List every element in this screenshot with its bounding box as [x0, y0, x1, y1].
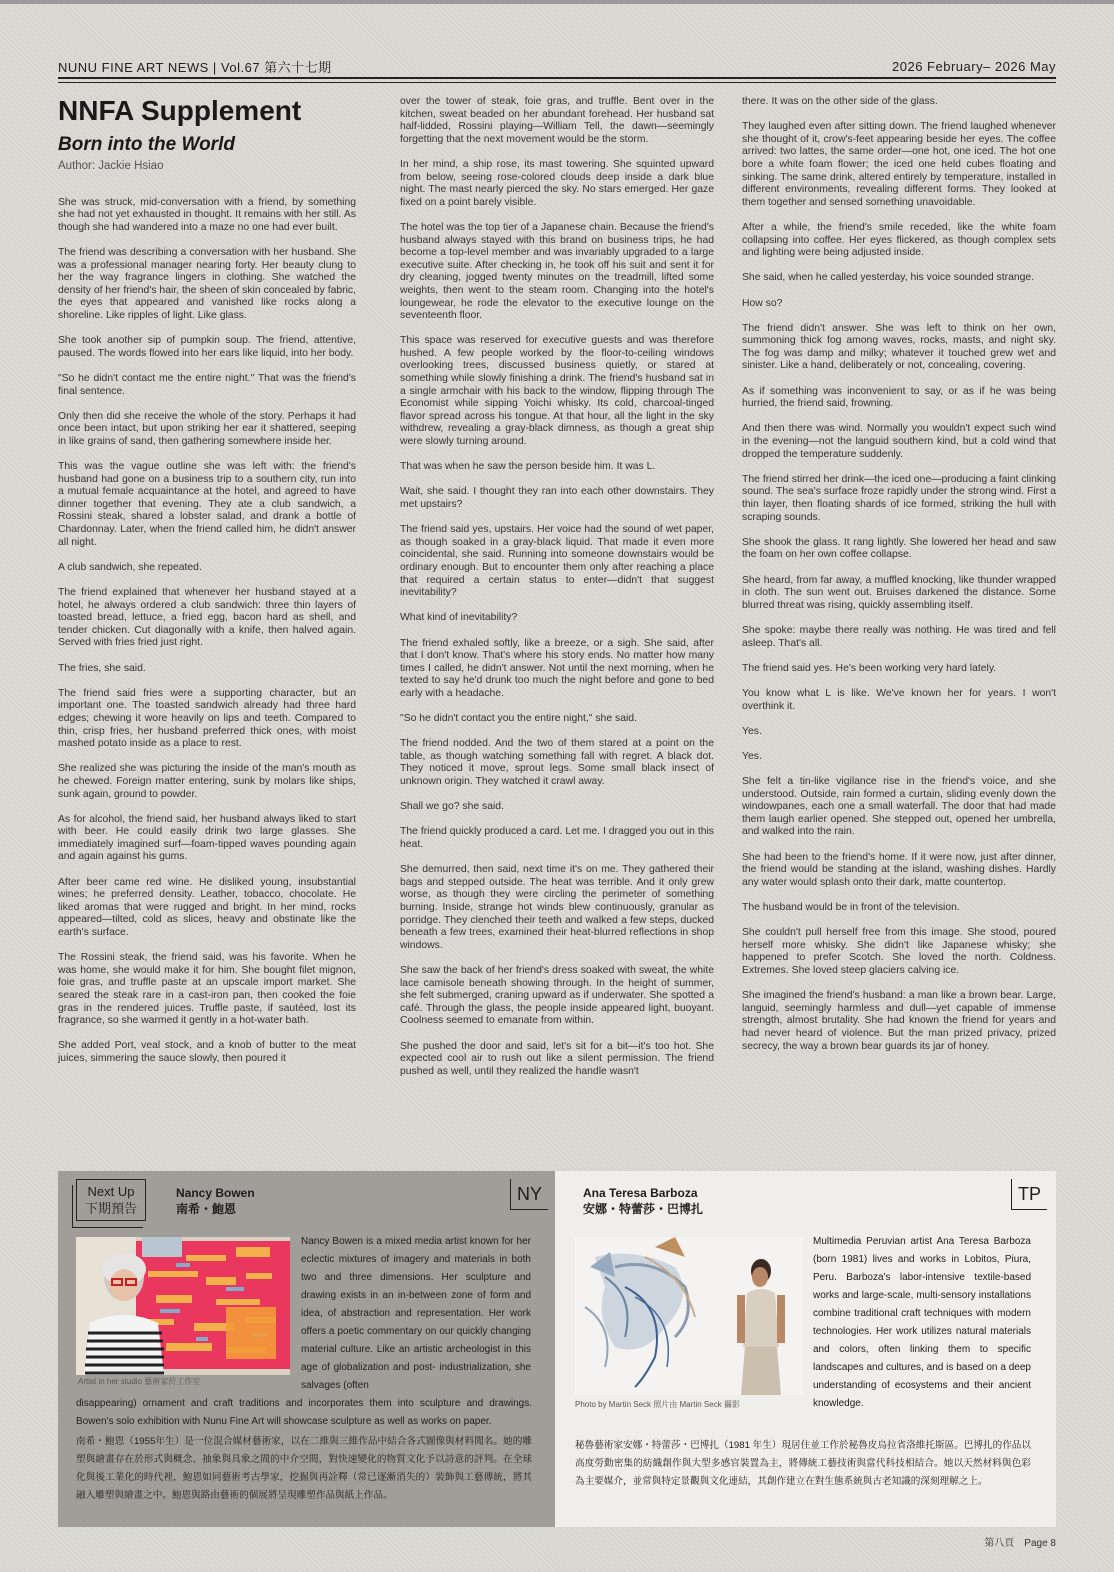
article-paragraph: After beer came red wine. He disliked young, insubstantial wines; he preferred density. Leather, tobacco, chocolate. He liked aromas that were rugged and bright. In her mind, rocks appeared—tilted, cold as slices, heavy and obstinate like the earth's surface. — [58, 876, 356, 939]
artist-panel-tp — [555, 1171, 1056, 1527]
artist-name-ny — [176, 1185, 255, 1217]
article-paragraph: The hotel was the top tier of a Japanese chain. Because the friend's husband always stayed with this brand on business trips, he had become a top-level member and was invariably upgraded to a large executive suite. After checking in, he took off his suit and sent it for dry cleaning, jogged twenty minutes on the treadmill, lifted some weights, then went to the steam room. Changing into the hotel's loungewear, he rode the elevator to the executive lounge on the seventeenth floor. — [400, 221, 714, 322]
article-paragraph: The friend exhaled softly, like a breeze, or a sigh. She said, after that I don't know. That's where his story ends. No matter how many times I called, he didn't answer. Not until the next morning, when he texted to say he'd drunk too much the night before and gone to bed early with a headache. — [400, 637, 714, 699]
issue-label: NUNU FINE ART NEWS | Vol.67 第六十七期 — [58, 59, 332, 75]
artist-name-tp-zh: 安娜・特蕾莎・巴博扎 — [583, 1202, 704, 1216]
article-paragraph: The friend didn't answer. She was left to think on her own, summoning thick fog among waves, rocks, masts, and night sky. The fog was damp and milky; whatever it touched grew wet and sinister. Like a hand, deliberately or not, concealing, covering. — [742, 322, 1056, 372]
artist-bio-ny-en: Nancy Bowen is a mixed media artist known for her eclectic mixtures of imagery and materials in both two and three dimensions. Her sculpture and drawing exists in an in-between zone of form and idea, of abstraction and representation. Her work offers a poetic commentary on our quickly changing material culture. Like an artistic archeologist in this age of globalization and post- industrialization, she salvages (often — [301, 1236, 531, 1391]
article-paragraph: After a while, the friend's smile receded, like the white foam collapsing into coffee. Her eyes flickered, as though complex sets and lighting were being adjusted inside. — [742, 221, 1056, 259]
article-paragraph: As if something was inconvenient to say, or as if he was being hurried, the friend said, frowning. — [742, 385, 1056, 410]
article-paragraph: "So he didn't contact me the entire night." That was the friend's final sentence. — [58, 372, 356, 397]
artist-name-tp — [583, 1185, 703, 1217]
article-paragraph: The fries, she said. — [58, 662, 146, 674]
article-paragraph: She took another sip of pumpkin soup. The friend, attentive, paused. The words flowed into her ears like liquid, into her body. — [58, 335, 356, 359]
masthead — [58, 54, 1056, 78]
page-number: 第八頁 Page 8 — [984, 1538, 1056, 1549]
next-up-label-en: Next Up — [87, 1184, 135, 1199]
article-paragraph: Yes. — [742, 750, 762, 762]
article-paragraph: The friend stirred her drink—the iced one—producing a faint clinking sound. The sea's surface froze rapidly under the strong wind. First a thin layer, then floating shards of ice formed, striking the hull with scraping sounds. — [742, 473, 1056, 523]
artist-name-tp-en: Ana Teresa Barboza — [583, 1186, 698, 1200]
article-paragraph: Wait, she said. I thought they ran into each other downstairs. They met upstairs? — [400, 486, 714, 510]
article-paragraph: They laughed even after sitting down. The friend laughed whenever she thought of it, crow's-feet appearing beside her eyes. The coffee arrived: two lattes, the same order—one hot, one iced. The hot one bore a white foam flower; the iced one held cubes floating and sinking. The same drink, altered entirely by temperature, installed in different environments, revealing different forms. They looked at them together and sensed something unavoidable. — [742, 121, 1056, 208]
article-column-3 — [742, 96, 1056, 1066]
article-paragraph: Only then did she receive the whole of the story. Perhaps it had once been intact, but upon striking her ear it shattered, seeping in like grains of sand, then gathering somewhere inside her. — [58, 410, 356, 447]
article-paragraph: She felt a tin-like vigilance rise in the friend's voice, and she understood. Outside, rain formed a curtain, sliding evenly down the windowpanes, each one a small waterfall. The door that had made them laugh earlier opened. She stepped out, opened her umbrella, and walked into the rain. — [742, 776, 1056, 838]
article-paragraph: She realized she was picturing the inside of the man's mouth as he chewed. Foreign matter entering, sunk by molars like ships, sunk again, ground to powder. — [58, 763, 356, 800]
article-paragraph: She was struck, mid-conversation with a friend, by something she had not yet exhausted in thought. It remains with her still. As though she had wandered into a maze no one had ever built. — [58, 196, 356, 233]
studio-photo-image — [76, 1237, 290, 1375]
article-paragraph: She couldn't pull herself free from this image. She stood, poured herself more whisky. She didn't like Japanese whisky; she happened to prefer Scotch. She loved the north. Coldness. Extremes. She loved steep glaciers calving ice. — [742, 927, 1056, 976]
article-paragraph: She spoke: maybe there really was nothing. He was tired and fell asleep. That's all. — [742, 624, 1056, 649]
photo-caption-ny: Artist in her studio 藝術家於工作室 — [78, 1377, 201, 1386]
artist-bio-ny-en-continued: disappearing) ornament and craft traditions and incorporates them into sculpture and drawings. Bowen's solo exhibition with Nunu Fine Art will showcase sculpture as well as works on paper. — [76, 1398, 532, 1427]
article-paragraph: She said, when he called yesterday, his voice sounded strange. — [742, 272, 1035, 284]
artist-bio-ny-zh: 南希・鮑恩（1955年生）是一位混合媒材藝術家，以在二維與三維作品中結合各式圖像與材料聞名。她的雕塑與繪畫存在於形式與概念、抽象與具象之間的中介空間，對快速變化的物質文化予以詩意的評判。在全球化與後工業化的時代裡，鮑恩如同藝術考古學家，挖掘與再詮釋（常已逐漸消失的）裝飾與工藝傳統，將其融入雕塑與繪畫之中。鮑恩與路由藝術的個展將呈現雕塑作品與紙上作品。 — [76, 1436, 532, 1501]
artist-name-ny-en: Nancy Bowen — [176, 1186, 255, 1200]
photo-caption-tp: Photo by Martin Seck 照片由 Martin Seck 攝影 — [575, 1400, 740, 1409]
article-paragraph: She demurred, then said, next time it's on me. They gathered their bags and stepped outside. The heat was terrible. And it only grew worse, as though they were circling the perimeter of something burning. Inside, strange hot winds blew continuously, granular as porridge. They clenched their teeth and walked a few steps, ducked beneath a few trees, examined their heat-blurred reflections in shop windows. — [400, 864, 714, 951]
artist-photo-tp — [575, 1237, 803, 1395]
article-paragraph: What kind of inevitability? — [400, 612, 518, 624]
city-tag-tp: TP — [1011, 1179, 1047, 1210]
article-paragraph: there. It was on the other side of the glass. — [742, 96, 938, 107]
artist-bio-tp-zh: 秘魯藝術家安娜・特蕾莎・巴博扎（1981 年生）現居住並工作於秘魯皮烏拉省洛維托斯區。巴博扎的作品以高度勞動密集的紡織創作與大型多感官裝置為主，將傳統工藝技術與當代科技相結合。她以天然材料與色彩為主要媒介，並常與特定景觀與文化連結，其創作建立在對生態系統與古老知識的深刻理解之上。 — [575, 1440, 1031, 1487]
article-paragraph: The friend nodded. And the two of them stared at a point on the table, as though watching something fall with regret. A black dot. They noticed it move, sprout legs. Some small black insect of unknown origin. They watched it crawl away. — [400, 738, 714, 788]
date-range: 2026 February– 2026 May — [892, 58, 1056, 74]
article-paragraph: The friend said yes. He's been working very hard lately. — [742, 662, 997, 674]
artist-name-ny-zh: 南希・鮑恩 — [176, 1202, 237, 1216]
article-paragraph: over the tower of steak, foie gras, and truffle. Bent over in the kitchen, sweat beaded on her abundant forehead. Her husband sat half-lidded, Rossini playing—William Tell, the dawn—seemingly forgetting that the next movement would be the storm. — [400, 96, 714, 145]
article-paragraph: Shall we go? she said. — [400, 801, 504, 813]
article-author: Author: Jackie Hsiao — [58, 160, 164, 172]
article-paragraph: She added Port, veal stock, and a knob of butter to the meat juices, simmering the sauce slowly, then poured it — [58, 1040, 356, 1064]
article-paragraph: The friend was describing a conversation with her husband. She was a professional manager nearing forty. Her beauty clung to her the way fragrance lingers in clothing. She watched the density of her friend's hair, the sheen of skin concealed by fabric, the eyes that appeared and vanished like rocks along a shoreline. Like ripples of light. Like glass. — [58, 246, 356, 321]
header-rule-thin — [58, 82, 1056, 83]
artist-panel-ny — [58, 1171, 555, 1527]
article-paragraph: She heard, from far away, a muffled knocking, like thunder wrapped in cloth. The sun went out. Bruises darkened the distance. Some blurred threat was rising, quickly assembling itself. — [742, 574, 1056, 611]
article-paragraph: This space was reserved for executive guests and was therefore hushed. A few people worked by the floor-to-ceiling windows overlooking trees, discussed business quietly, or stared at something while slowly finishing a drink. The friend's husband sat in a single armchair with his back to the window, flipping through The Economist while sipping Yoichi whisky. Its cold, charcoal-tinged flavor spread across his tongue. At that hour, all the light in the sky withdrew, revealing a gray-black dimness, as though a great ship were slowly turning around. — [400, 335, 714, 448]
article-column-1 — [58, 96, 356, 1078]
article-paragraph: The friend said fries were a supporting character, but an important one. The toasted sandwich already had three hard edges; chewing it wore heavily on lips and teeth. Compared to thin, crisp fries, her husband preferred thick ones, with moist mashed potato inside as a place to rest. — [58, 687, 356, 750]
article-paragraph: Yes. — [742, 725, 762, 737]
next-up-label-zh: 下期預告 — [84, 1201, 137, 1216]
column-3-body — [742, 96, 1056, 1053]
article-paragraph: This was the vague outline she was left with: the friend's husband had gone on a business trip to a southern city, run into a mutual female acquaintance at the hotel, and agreed to have dinner together that evening. They ate a club sandwich, a Rossini steak, shared a lobster salad, and drank a bottle of Chardonnay. Later, when the friend called him, he didn't answer all night. — [58, 461, 356, 548]
artist-photo-ny — [76, 1237, 290, 1375]
next-issue-preview — [58, 1171, 1056, 1527]
city-tag-ny: NY — [510, 1179, 548, 1210]
column-2-body — [400, 96, 714, 1078]
article-paragraph: The friend quickly produced a card. Let me. I dragged you out in this heat. — [400, 826, 714, 851]
installation-photo-image — [575, 1237, 803, 1395]
article-paragraph: A club sandwich, she repeated. — [58, 561, 202, 573]
next-up-badge — [76, 1179, 146, 1221]
article-paragraph: "So he didn't contact you the entire night," she said. — [400, 713, 637, 725]
article-paragraph: As for alcohol, the friend said, her husband always liked to start with beer. He could easily drink two large glasses. She immediately imagined surf—foam-tipped waves pounding again and again against his gums. — [58, 813, 356, 863]
article-column-2 — [400, 96, 714, 1091]
article-paragraph: She saw the back of her friend's dress soaked with sweat, the white lace camisole beneath showing through. In the height of summer, she felt submerged, craning upward as if underwater. She spotted a café. Through the glass, the people inside appeared light, buoyant. Coolness seemed to emanate from within. — [400, 964, 714, 1027]
header-rule — [58, 77, 1056, 79]
column-1-body — [58, 197, 356, 1066]
article-paragraph: And then there was wind. Normally you wouldn't expect such wind in the evening—not the languid southern kind, but a cold wind that dropped the temperature suddenly. — [742, 423, 1056, 460]
article-paragraph: She pushed the door and said, let's sit for a bit—it's too hot. She expected cool air to rush out like a silent permission. The friend pushed as well, until they realized the handle wasn't — [400, 1040, 714, 1077]
artist-bio-tp-en: Multimedia Peruvian artist Ana Teresa Barboza (born 1981) lives and works in Lobitos, Piura, Peru. Barboza's labor-intensive textile-based works and large-scale, multi-sensory installations combine traditional craft techniques with modern technologies. Her work utilizes natural materials and colors, often linking them to specific landscapes and cultures, and is based on a deep understanding of ecosystems and their ancient knowledge. — [813, 1236, 1031, 1409]
article-paragraph: The friend said yes, upstairs. Her voice had the sound of wet paper, as though soaked in a gray-black liquid. That made it even more coincidental, she said. Running into someone downstairs would be ordinary enough. But to encounter them only after reaching a place that required a certain status to enter—didn't that suggest inevitability? — [400, 524, 714, 599]
article-paragraph: How so? — [742, 297, 783, 309]
article-paragraph: The friend explained that whenever her husband stayed at a hotel, he always ordered a club sandwich: three thin layers of toasted bread, lettuce, a fried egg, bacon hard as shell, and tender chicken. Cut diagonally with a knife, then halved again. Served with fries fried just right. — [58, 587, 356, 649]
article-subtitle: Born into the World — [58, 134, 235, 155]
article-paragraph: She had been to the friend's home. If it were now, just after dinner, the friend would be standing at the island, washing dishes. Hardly any water would splash onto their dark, matte countertop. — [742, 851, 1056, 888]
article-paragraph: She imagined the friend's husband: a man like a brown bear. Large, languid, seemingly harmless and dull—yet capable of immense strength, almost brutality. She had known the friend for years and had never heard of violence. But the man prized privacy, prized secrecy, the way a brown bear guards its jar of honey. — [742, 990, 1056, 1052]
article-paragraph: You know what L is like. We've known her for years. I won't overthink it. — [742, 687, 1056, 712]
article-paragraph: That was when he saw the person beside him. It was L. — [400, 461, 656, 473]
article-paragraph: She shook the glass. It rang lightly. She lowered her head and saw the foam on her own coffee collapse. — [742, 536, 1056, 561]
article-paragraph: The husband would be in front of the television. — [742, 902, 960, 913]
article-title: NNFA Supplement — [58, 95, 302, 126]
article-paragraph: In her mind, a ship rose, its mast towering. She squinted upward from below, seeing rose-colored clouds deep inside a dark blue night. The mast nearly pierced the sky. No stars emerged. Her gaze fixed on a point barely visible. — [400, 158, 714, 208]
article-paragraph: The Rossini steak, the friend said, was his favorite. When he was home, she would make it for him. She bought filet mignon, foie gras, and truffle paste at an upscale import market. She seared the steak rare in a cast-iron pan, then cooked the foie gras in the rendered juices. Truffle paste, if sautéed, lost its fragrance, so she warmed it gently in a hot-water bath. — [58, 952, 356, 1027]
